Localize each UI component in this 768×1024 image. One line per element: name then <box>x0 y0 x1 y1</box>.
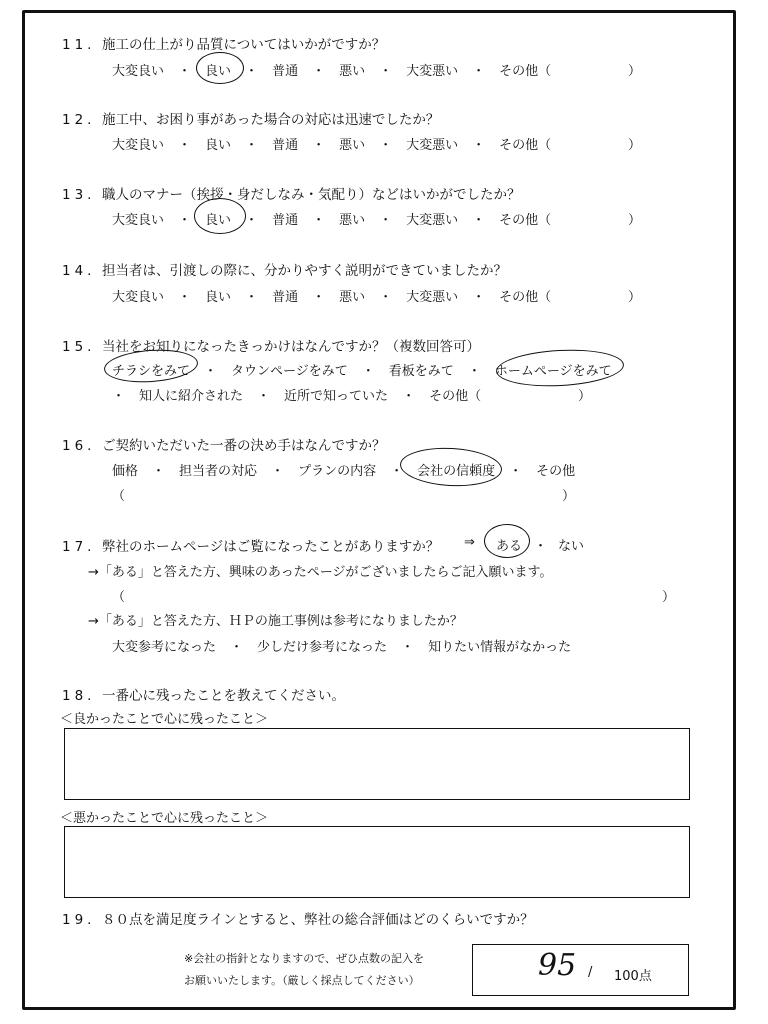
option[interactable]: 大変悪い <box>406 138 459 153</box>
note-line-2: お願いいたします。（厳しく採点してください） <box>184 974 420 987</box>
option-selected[interactable]: 良い <box>205 213 232 228</box>
close-paren: ） <box>628 64 642 79</box>
q17-sub-question-1: →「ある」と答えた方、興味のあったページがございましたらご記入願います。 <box>88 565 553 580</box>
option[interactable]: 悪い <box>339 64 366 79</box>
bad-memory-textbox[interactable] <box>64 826 690 898</box>
option-selected[interactable]: チラシをみて <box>112 364 191 379</box>
option[interactable]: 普通 <box>272 64 299 79</box>
option[interactable]: その他（ <box>499 64 552 79</box>
question-11: 11. 施工の仕上がり品質についてはいかがですか？ <box>62 37 386 53</box>
option[interactable]: その他 <box>536 464 576 479</box>
option-selected[interactable]: 会社の信頼度 <box>417 464 496 479</box>
question-18: 18. 一番心に残ったことを教えてください。 <box>62 688 345 704</box>
open-paren: （ <box>112 489 126 504</box>
option[interactable]: 知人に紹介された <box>139 389 244 404</box>
question-17: 17. 弊社のホームページはご覧になったことがありますか？ <box>62 539 440 555</box>
q12-options: 大変良い ・ 良い ・ 普通 ・ 悪い ・ 大変悪い ・ その他（ <box>112 134 551 153</box>
option[interactable]: プランの内容 <box>298 464 377 479</box>
close-paren: ） <box>628 290 642 305</box>
score-max: 100点 <box>614 969 652 984</box>
option[interactable]: 少しだけ参考になった <box>257 640 388 655</box>
option[interactable]: 悪い <box>339 138 366 153</box>
note-line-1: ※会社の指針となりますので、ぜひ点数の記入を <box>184 952 424 965</box>
option[interactable]: 普通 <box>272 138 299 153</box>
option-selected[interactable]: 良い <box>205 64 232 79</box>
option[interactable]: 大変参考になった <box>112 640 217 655</box>
arrow-icon: ⇒ <box>464 535 475 550</box>
option[interactable]: タウンページをみて <box>231 364 348 379</box>
good-memory-textbox[interactable] <box>64 728 690 800</box>
question-14: 14. 担当者は、引渡しの際に、分かりやすく説明ができていましたか？ <box>62 263 507 279</box>
option[interactable]: その他（ <box>429 389 482 404</box>
open-paren: （ <box>112 590 126 605</box>
q14-options: 大変良い ・ 良い ・ 普通 ・ 悪い ・ 大変悪い ・ その他（ <box>112 286 551 305</box>
close-paren: ） <box>578 389 592 404</box>
option[interactable]: 大変悪い <box>406 213 459 228</box>
option[interactable]: その他（ <box>499 213 552 228</box>
option[interactable]: 普通 <box>272 213 299 228</box>
q17-options: 大変参考になった ・ 少しだけ参考になった ・ 知りたい情報がなかった <box>112 636 571 655</box>
option[interactable]: 悪い <box>339 290 366 305</box>
close-paren: ） <box>562 489 576 504</box>
option[interactable]: 大変良い <box>112 64 165 79</box>
q17-sub-question-2: →「ある」と答えた方、ＨＰの施工事例は参考になりましたか？ <box>88 614 463 629</box>
close-paren: ） <box>662 590 676 605</box>
option[interactable]: 大変良い <box>112 213 165 228</box>
option[interactable]: 大変悪い <box>406 290 459 305</box>
q15-options-row1: チラシをみて ・ タウンページをみて ・ 看板をみて ・ ホームページをみて <box>112 360 612 379</box>
option[interactable]: 大変良い <box>112 290 165 305</box>
option[interactable]: 近所で知っていた <box>284 389 389 404</box>
good-memory-label: ＜良かったことで心に残ったこと＞ <box>60 712 269 727</box>
option[interactable]: 悪い <box>339 213 366 228</box>
question-16: 16. ご契約いただいた一番の決め手はなんですか？ <box>62 438 386 454</box>
question-19: 19. ８０点を満足度ラインとすると、弊社の総合評価はどのくらいですか？ <box>62 912 534 928</box>
option[interactable]: 大変良い <box>112 138 165 153</box>
option[interactable]: 担当者の対応 <box>179 464 258 479</box>
handwritten-score: 95 <box>538 948 577 983</box>
option[interactable]: 価格 <box>112 464 139 479</box>
option[interactable]: 看板をみて <box>388 364 454 379</box>
close-paren: ） <box>628 213 642 228</box>
option-selected[interactable]: ホームページをみて <box>494 364 612 379</box>
q16-options: 価格 ・ 担当者の対応 ・ プランの内容 ・ 会社の信頼度 ・ その他 <box>112 460 575 479</box>
option[interactable]: 良い <box>205 290 232 305</box>
q13-options: 大変良い ・ 良い ・ 普通 ・ 悪い ・ 大変悪い ・ その他（ <box>112 209 551 228</box>
score-box[interactable] <box>472 944 689 996</box>
option[interactable]: 知りたい情報がなかった <box>428 640 572 655</box>
question-15: 15. 当社をお知りになったきっかけはなんですか？（複数回答可） <box>62 339 480 355</box>
option[interactable]: 普通 <box>272 290 299 305</box>
option[interactable]: その他（ <box>499 290 552 305</box>
q11-options: 大変良い ・ 良い ・ 普通 ・ 悪い ・ 大変悪い ・ その他（ <box>112 60 551 79</box>
option[interactable]: 良い <box>205 138 232 153</box>
close-paren: ） <box>628 138 642 153</box>
q15-options-row2: ・ 知人に紹介された ・ 近所で知っていた ・ その他（ <box>112 385 481 404</box>
option[interactable]: 大変悪い <box>406 64 459 79</box>
bad-memory-label: ＜悪かったことで心に残ったこと＞ <box>60 811 269 826</box>
question-13: 13. 職人のマナー（挨拶・身だしなみ・気配り）などはいかがでしたか？ <box>62 187 521 203</box>
option[interactable]: ない <box>558 539 585 554</box>
score-slash: / <box>588 965 593 980</box>
option-selected[interactable]: ある <box>496 539 523 554</box>
question-12: 12. 施工中、お困り事があった場合の対応は迅速でしたか？ <box>62 112 440 128</box>
option[interactable]: その他（ <box>499 138 552 153</box>
